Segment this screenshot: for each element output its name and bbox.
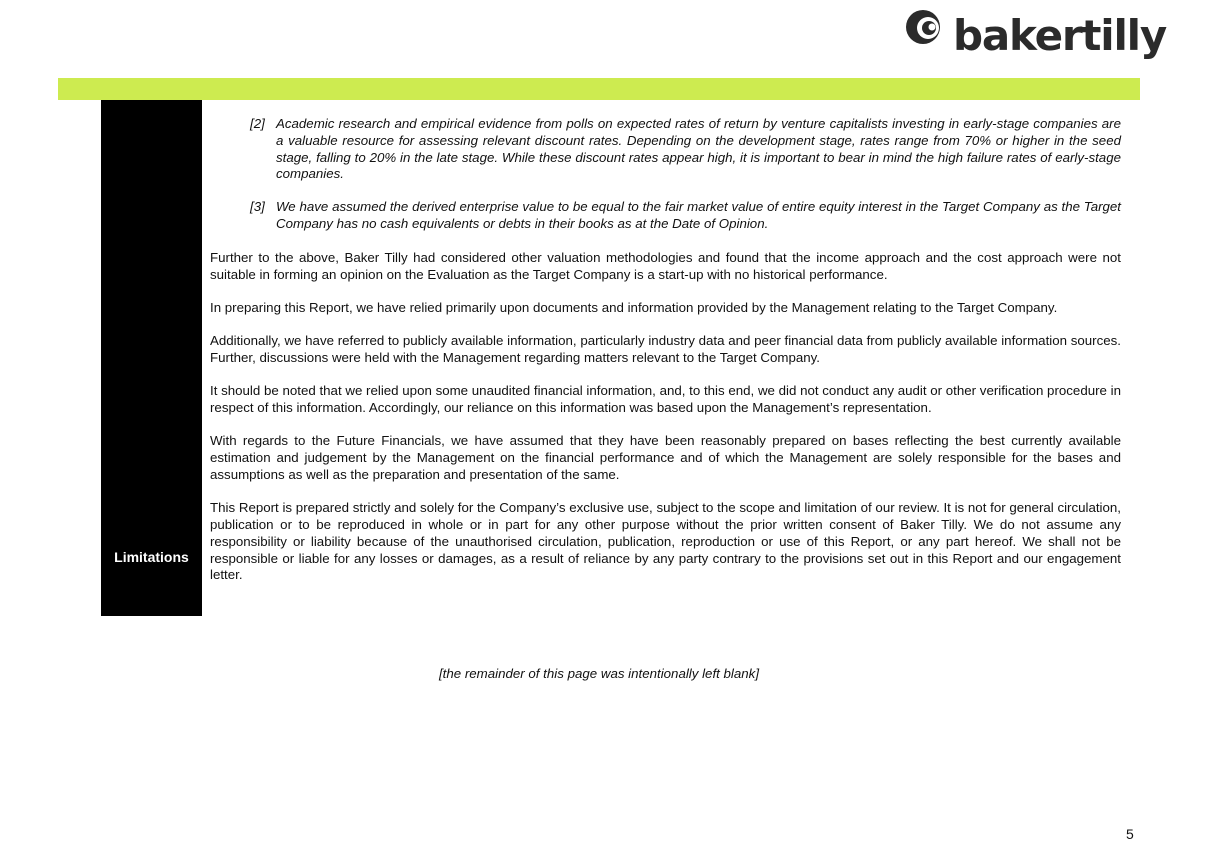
footnote-text: Academic research and empirical evidence from polls on expected rates of return by venture capitalists investing in early-stage companies are a valuable resource for assessing relevant discount rates. Depending on the development stage, rates range from 70% or higher in the seed stage, falling to 20% in the late stage. While these discount rates appear high, it is important to bear in mind the high failure rates of early-stage companies. [276, 116, 1121, 182]
section-label-column [101, 100, 202, 616]
section-content [210, 116, 1121, 601]
logo-wordmark: bakertilly [953, 11, 1167, 60]
bakertilly-swirl-icon [904, 6, 948, 52]
footnote-number: [3] [250, 199, 265, 215]
body-paragraph: Further to the above, Baker Tilly had considered other valuation methodologies and found that the income approach and the cost approach were not suitable in forming an opinion on the Evaluation as the Target Company is a start-up with no historical performance. [210, 249, 1121, 282]
blank-page-note: [the remainder of this page was intentionally left blank] [438, 666, 760, 681]
footnote-number: [2] [250, 116, 265, 131]
body-paragraph: In preparing this Report, we have relied primarily upon documents and information provided by the Management relating to the Target Company. [210, 299, 1058, 315]
section-label: Limitations [114, 549, 189, 565]
body-paragraph: This Report is prepared strictly and solely for the Company’s exclusive use, subject to the scope and limitation of our review. It is not for general circulation, publication or to be reproduced in whole or in part for any other purpose without the prior written consent of Baker Tilly. We do not assume any responsibility or liability because of the unauthorised circulation, publication, reproduction or use of this Report, or any part hereof. We shall not be responsible or liable for any losses or damages, as a result of reliance by any party contrary to the provisions set out in this Report and our engagement letter. [210, 500, 1121, 583]
body-paragraph: Additionally, we have referred to publicly available information, particularly industry data and peer financial data from publicly available information sources. Further, discussions were held with the Management regarding matters relevant to the Target Company. [210, 333, 1121, 365]
footnote-text: We have assumed the derived enterprise value to be equal to the fair market value of entire equity interest in the Target Company as the Target Company has no cash equivalents or debts in their books as at the Date of Opinion. [276, 199, 1121, 231]
page-number: 5 [1126, 826, 1134, 842]
footnote [210, 199, 1121, 233]
accent-bar [58, 78, 1140, 100]
body-paragraph: With regards to the Future Financials, we have assumed that they have been reasonably prepared on bases reflecting the best currently available estimation and judgement by the Management on the financial performance and of which the Management are solely responsible for the bases and assumptions as well as the preparation and presentation of the same. [210, 433, 1121, 482]
body-paragraph: It should be noted that we relied upon some unaudited financial information, and, to this end, we did not conduct any audit or other verification procedure in respect of this information. Accordingly, our reliance on this information was based upon the Management’s representation. [210, 383, 1121, 416]
footnote [210, 116, 1121, 183]
bakertilly-logo [904, 6, 1167, 70]
